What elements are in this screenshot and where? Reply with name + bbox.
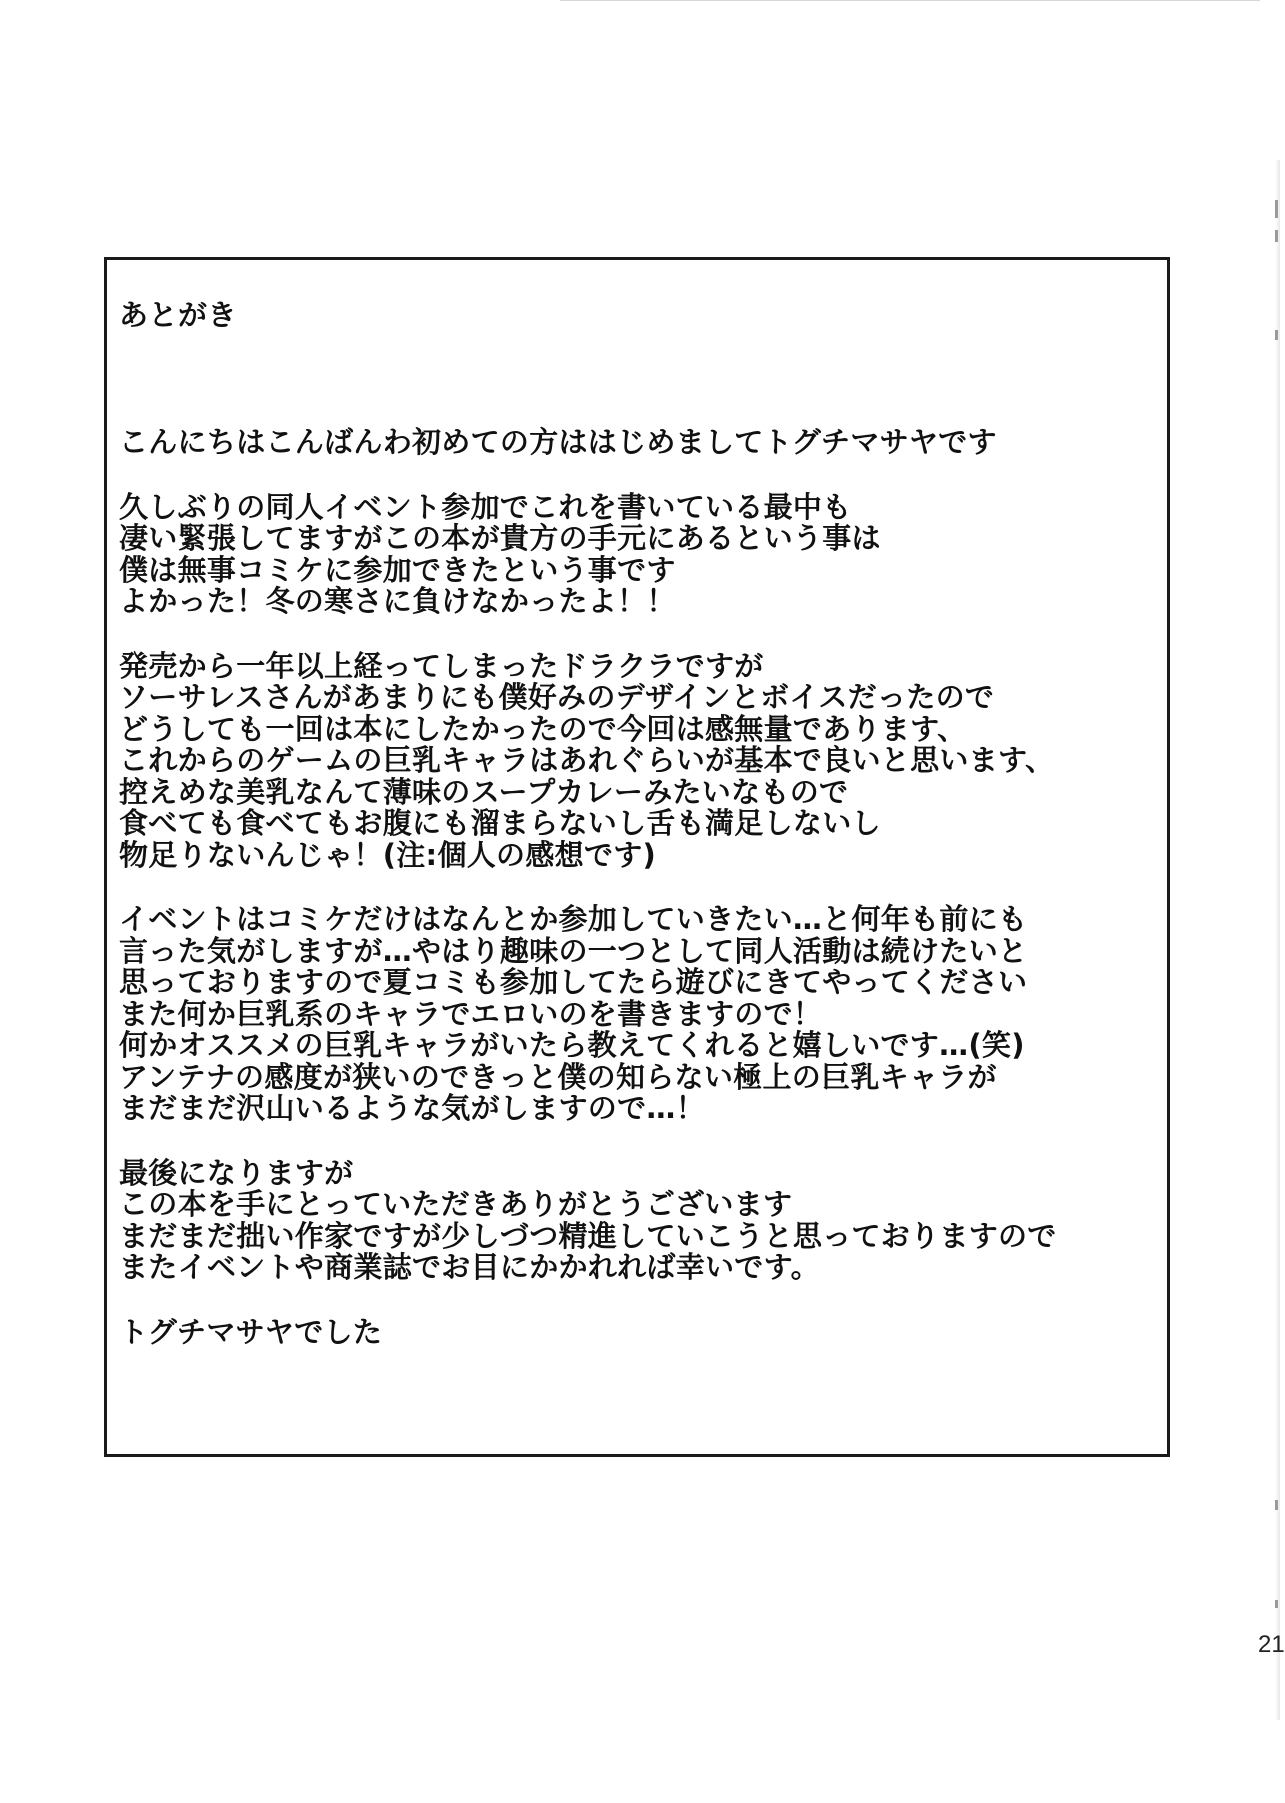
page-number: 21: [1258, 1631, 1285, 1658]
scan-mark: [1275, 230, 1278, 242]
scan-mark: [1275, 200, 1278, 218]
text-line: まだまだ拙い作家ですが少しづつ精進していこうと思っておりますので: [119, 1218, 1057, 1253]
text-line: またイベントや商業誌でお目にかかれれば幸いです。: [119, 1250, 820, 1284]
text-line: 物足りないんじゃ！(注:個人の感想です): [119, 837, 657, 872]
spacer: [119, 1125, 1159, 1158]
afterword-box: [104, 257, 1170, 1457]
scan-mark: [1275, 1500, 1278, 1510]
text-line: 思っておりますので夏コミも参加してたら遊びにきてやってください: [119, 965, 1028, 999]
text-line: 最後になりますが: [119, 1155, 354, 1190]
text-line: どうしても一回は本にしたかったので今回は感無量であります、: [119, 711, 967, 746]
afterword-paragraph-greeting: [119, 427, 1159, 459]
text-line: イベントはコミケだけはなんとか参加していきたい…と何年も前にも: [119, 902, 1028, 936]
spacer: [119, 871, 1159, 904]
scan-edge-shadow: [1275, 160, 1280, 1720]
spacer: [119, 618, 1159, 651]
afterword-paragraph-dragon-crown: [119, 648, 1159, 872]
text-line: 久しぶりの同人イベント参加でこれを書いている最中も: [119, 489, 852, 524]
text-line: 言った気がしますが…やはり趣味の一つとして同人活動は続けたいと: [119, 933, 1028, 968]
scan-mark: [1275, 1600, 1278, 1608]
text-line: 何かオススメの巨乳キャラがいたら教えてくれると嬉しいです…(笑): [119, 1028, 1025, 1062]
text-line: 発売から一年以上経ってしまったドラクラですが: [119, 648, 764, 683]
afterword-heading: あとがき: [119, 298, 238, 332]
text-line: アンテナの感度が狭いのできっと僕の知らない極上の巨乳キャラが: [119, 1059, 997, 1094]
spacer: [119, 332, 1159, 427]
afterword-content: [119, 298, 1159, 1348]
text-line: トグチマサヤでした: [119, 1314, 383, 1349]
text-line: これからのゲームの巨乳キャラはあれぐらいが基本で良いと思います、: [119, 743, 1055, 777]
text-line: こんにちはこんばんわ初めての方ははじめましてトグチマサヤです: [119, 425, 997, 459]
text-line: よかった！冬の寒さに負けなかったよ！！: [119, 584, 676, 618]
afterword-paragraph-event: [119, 489, 1159, 618]
scan-mark: [1275, 330, 1278, 340]
afterword-paragraph-thanks: [119, 1155, 1159, 1284]
text-line: 食べても食べてもお腹にも溜まらないし舌も満足しないし: [119, 806, 881, 840]
text-line: この本を手にとっていただきありがとうございます: [119, 1187, 793, 1221]
text-line: まだまだ沢山いるような気がしますので…！: [119, 1091, 706, 1125]
text-line: 控えめな美乳なんて薄味のスープカレーみたいなもので: [119, 774, 849, 809]
text-line: また何か巨乳系のキャラでエロいのを書きますので！: [119, 996, 823, 1031]
text-line: ソーサレスさんがあまりにも僕好みのデザインとボイスだったので: [119, 680, 995, 714]
scan-artifact-top: [560, 0, 1260, 1]
afterword-signoff: [119, 1314, 1159, 1349]
text-line: 僕は無事コミケに参加できたという事です: [119, 552, 676, 587]
afterword-paragraph-comiket: [119, 904, 1159, 1125]
spacer: [119, 1284, 1159, 1317]
text-line: 凄い緊張してますがこの本が貴方の手元にあるという事は: [119, 521, 881, 555]
spacer: [119, 459, 1159, 492]
